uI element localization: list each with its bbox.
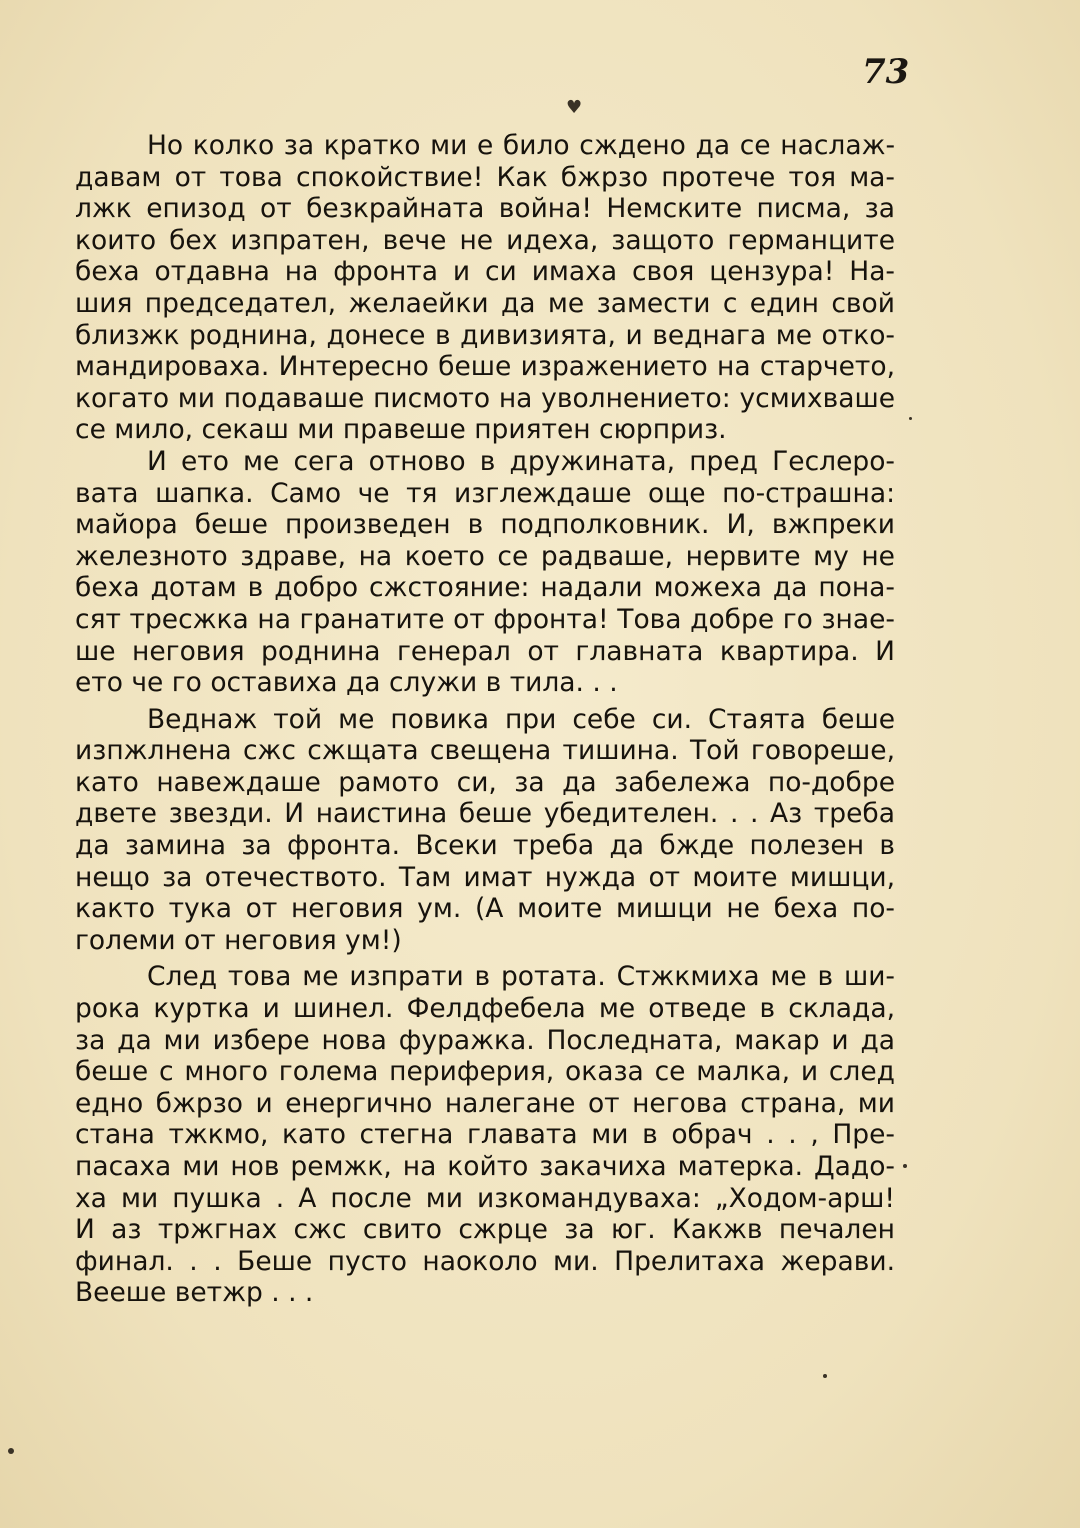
text-line: двете звезди. И наистина беше убедителен. . . Аз треба [75, 798, 895, 830]
text-line: железното здраве, на което се радваше, нервите му не [75, 540, 895, 572]
text-line: беше с много голема периферия, оказа се малка, и след [75, 1056, 895, 1088]
text-line: Веднаж той ме повика при себе си. Стаята беше [147, 703, 895, 735]
body-text [75, 130, 895, 1309]
text-line: се мило, секаш ми правеше приятен сюрприз. [75, 414, 727, 446]
page-number: 73 [862, 52, 910, 92]
text-line: като навеждаше рамото си, за да забележа по-добре [75, 766, 895, 798]
text-line: големи от неговия ум!) [75, 924, 402, 956]
text-line: ето че го оставиха да служи в тила. . . [75, 667, 618, 699]
text-line: за да ми избере нова фуражка. Последната, макар и да [75, 1024, 895, 1056]
text-line: близжк роднина, донесе в дивизията, и веднага ме отко- [75, 319, 895, 351]
text-line: шия председател, желаейки да ме замести с един свой [75, 287, 895, 319]
heart-ornament-icon: ♥ [566, 97, 583, 118]
text-line: сят тресжка на гранатите от фронта! Това добре го знае- [75, 603, 895, 635]
text-line: когато ми подаваше писмото на уволнението: усмихваше [75, 382, 895, 414]
paragraph [75, 130, 895, 446]
text-line: беха дотам в добро сжстояние: надали можеха да пона- [75, 572, 895, 604]
text-line: стана тжкмо, като стегна главата ми в обрач . . , Пре- [75, 1119, 895, 1151]
ink-speck [8, 1448, 14, 1454]
text-line: да замина за фронта. Всеки треба да бжде полезен в [75, 830, 895, 862]
text-line: Но колко за кратко ми е било сждено да се наслаж- [147, 130, 895, 161]
text-line: финал. . . Беше пусто наоколо ми. Прелитаха жерави. [75, 1245, 895, 1277]
text-line: вата шапка. Само че тя изглеждаше още по-страшна: [75, 477, 895, 509]
text-line: едно бжрзо и енергично налегане от негова страна, ми [75, 1087, 895, 1119]
ink-speck [909, 417, 912, 420]
paragraph [75, 961, 895, 1309]
text-line: След това ме изпрати в ротата. Стжкмиха ме в ши- [147, 961, 895, 993]
text-line: беха отдавна на фронта и си имаха своя цензура! На- [75, 256, 895, 288]
text-line: които бех изпратен, вече не идеха, защото германците [75, 224, 895, 256]
text-line: майора беше произведен в подполковник. И, вжпреки [75, 509, 895, 541]
text-line: ха ми пушка . А после ми изкомандуваха: „Ходом-арш! [75, 1182, 895, 1214]
text-line: изпжлнена сжс сжщата свещена тишина. Той говореше, [75, 735, 895, 767]
text-line: мандироваха. Интересно беше изражението на старчето, [75, 351, 895, 383]
ink-speck [823, 1374, 827, 1378]
text-line: давам от това спокойствие! Как бжрзо протече тоя ма- [75, 161, 895, 193]
ink-speck [903, 1164, 907, 1168]
paragraph [75, 446, 895, 699]
text-line: както тука от неговия ум. (А моите мишци не беха по- [75, 893, 895, 925]
text-line: Вееше ветжр . . . [75, 1277, 314, 1309]
text-line: пасаха ми нов ремжк, на който закачиха матерка. Дадо- [75, 1151, 895, 1182]
paragraph [75, 704, 895, 957]
text-line: ше неговия роднина генерал от главната квартира. И [75, 635, 895, 667]
text-line: рока куртка и шинел. Фелдфебела ме отведе в склада, [75, 993, 895, 1025]
text-line: И аз тржгнах сжс свито сжрце за юг. Какжв печален [75, 1214, 895, 1246]
text-line: нещо за отечеството. Там имат нужда от моите мишци, [75, 861, 895, 893]
text-line: лжк епизод от безкрайната война! Немските писма, за [75, 193, 895, 225]
text-line: И ето ме сега отново в дружината, пред Геслеро- [147, 445, 895, 477]
